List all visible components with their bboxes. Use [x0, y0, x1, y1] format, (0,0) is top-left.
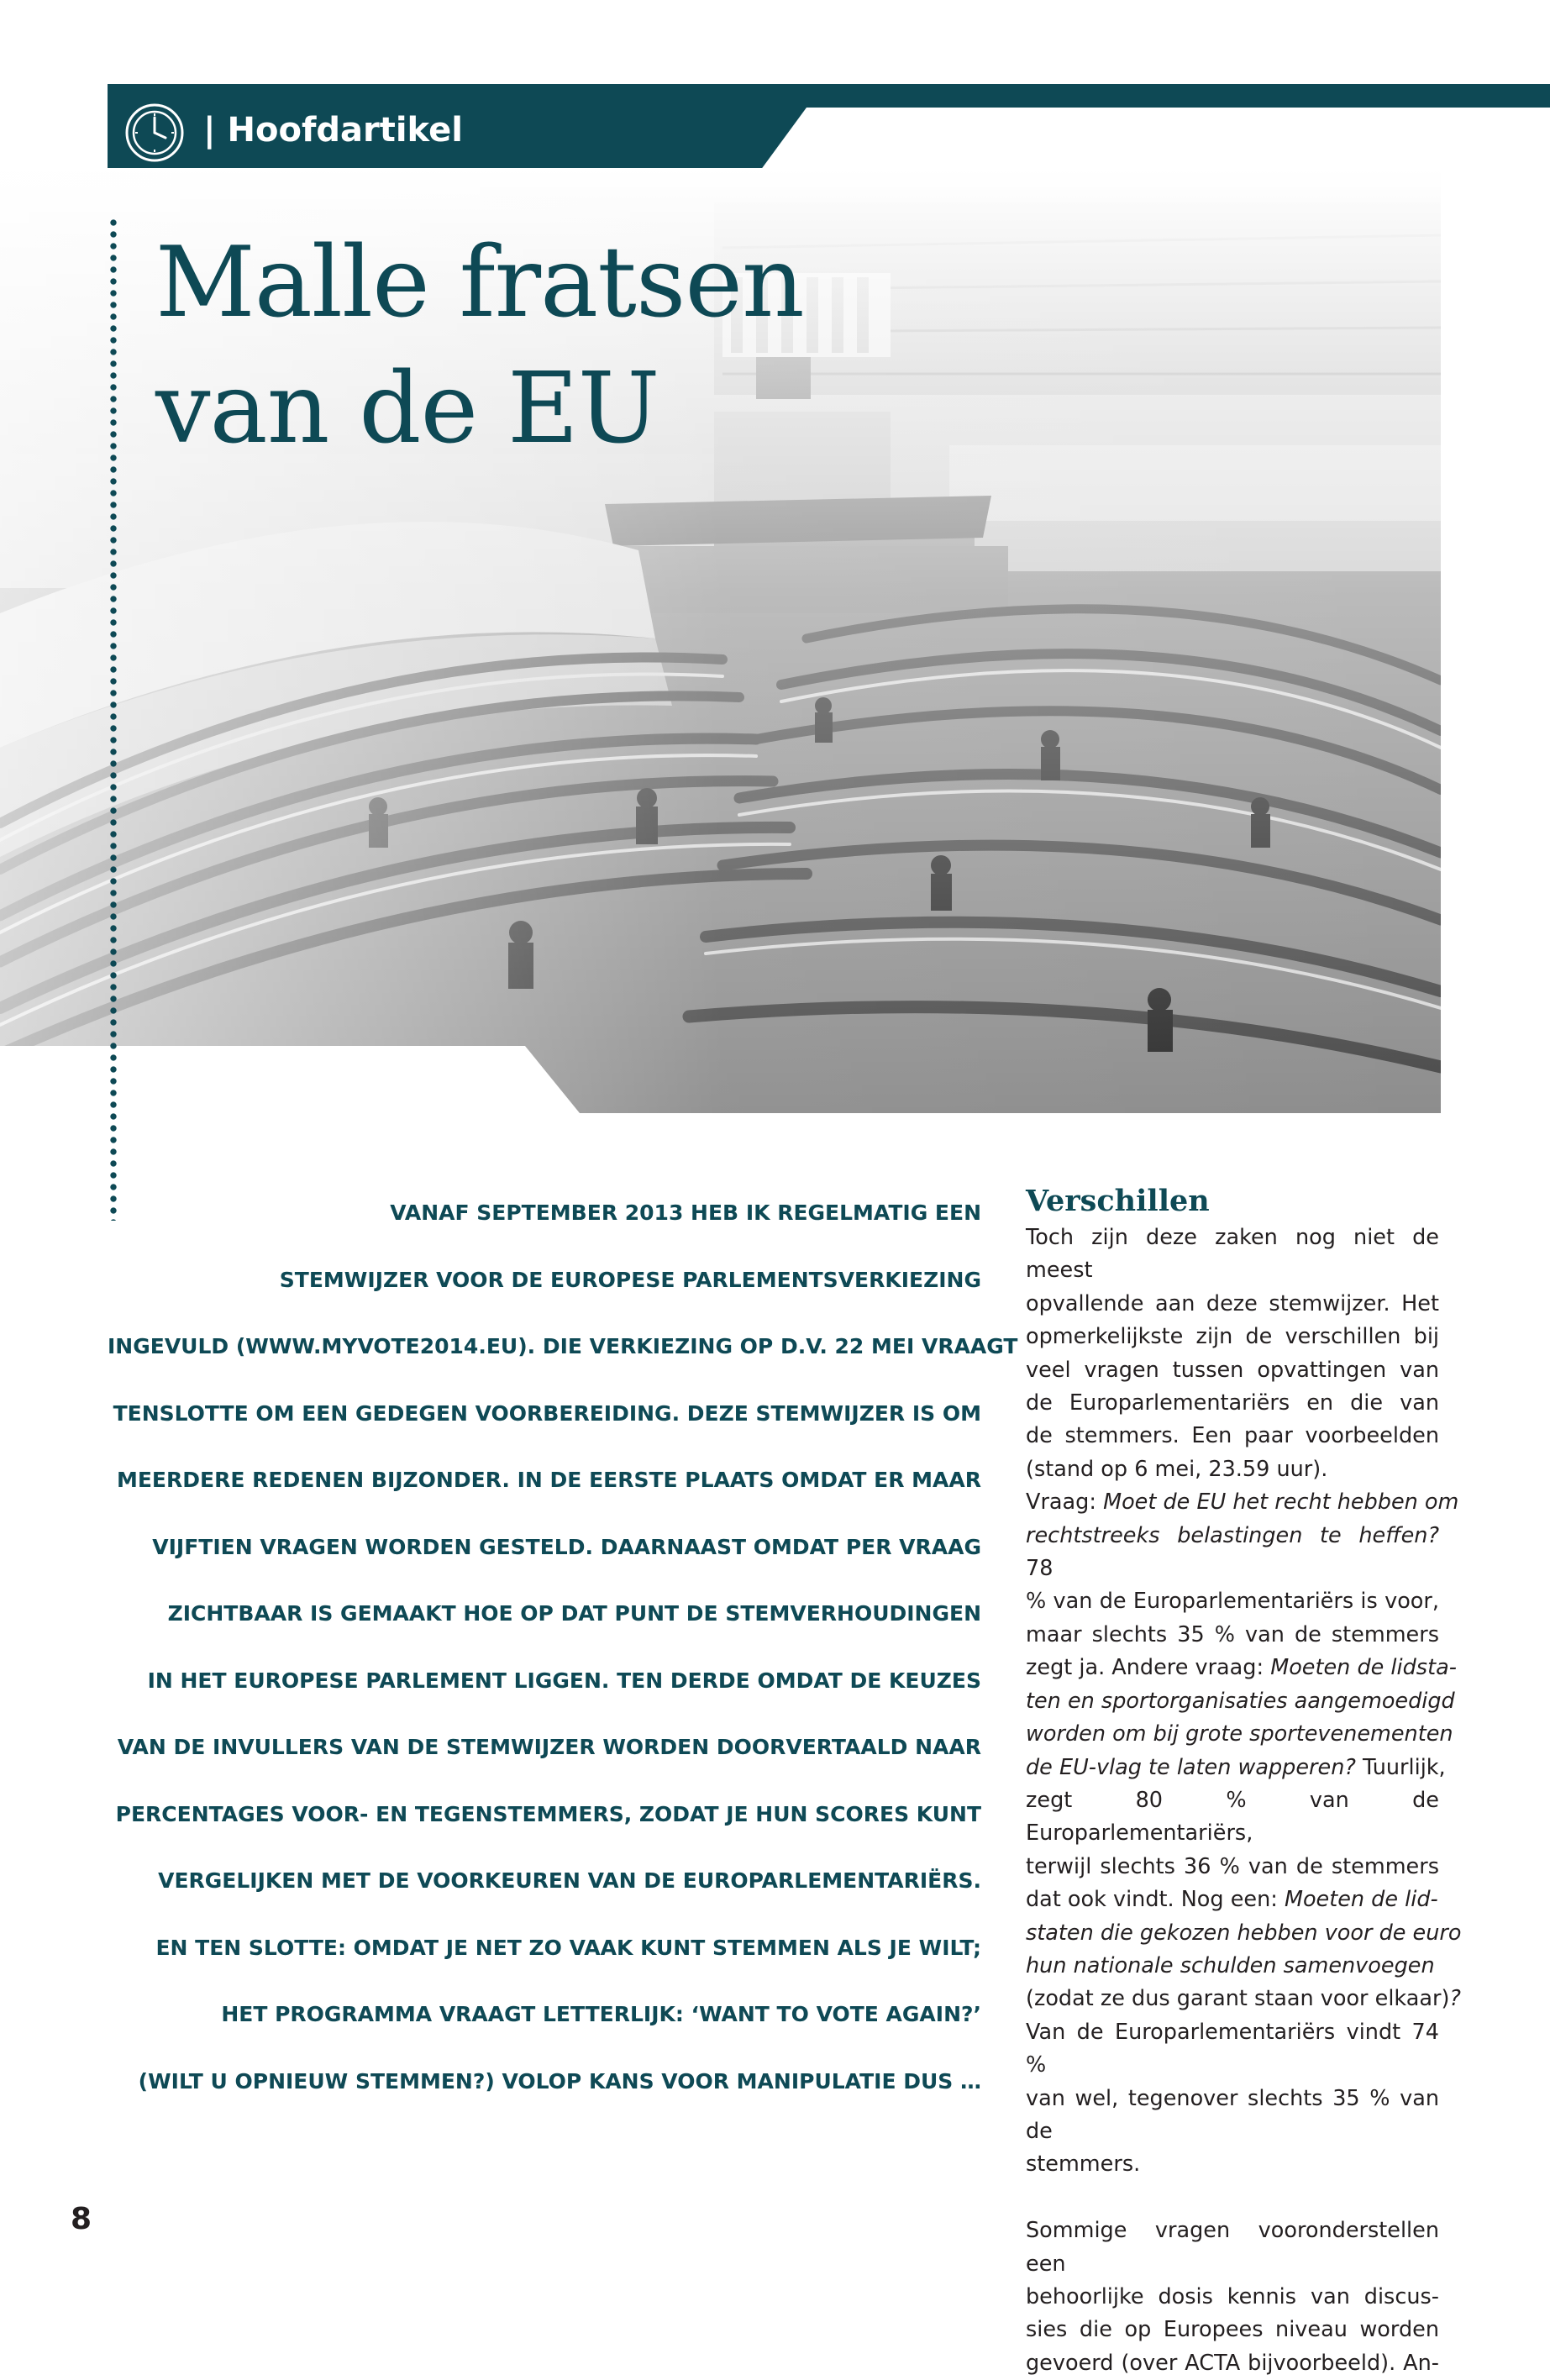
- body-text: (zodat ze dus garant staan voor elkaar): [1026, 1986, 1450, 2012]
- body-line: gevoerd (over ACTA bijvoorbeeld). An-: [1026, 2350, 1439, 2376]
- intro-line: VANAF SEPTEMBER 2013 HEB IK REGELMATIG EEN: [390, 1201, 981, 1225]
- intro-line: PERCENTAGES VOOR- EN TEGENSTEMMERS, ZODAT JE HUN SCORES KUNT: [115, 1801, 981, 1826]
- body-line: de Europarlementariërs en die van: [1026, 1390, 1439, 1416]
- body-line: Toch zijn deze zaken nog niet de meest: [1026, 1225, 1439, 1284]
- body-text: Tuurlijk,: [1355, 1754, 1446, 1780]
- body-line: terwijl slechts 36 % van de stemmers: [1026, 1853, 1439, 1879]
- body-line: [1026, 1917, 1462, 1950]
- body-line: maar slechts 35 % van de stemmers: [1026, 1621, 1439, 1647]
- question-text: worden om bij grote sportevenementen: [1026, 1721, 1453, 1747]
- body-line: % van de Europarlementariërs is voor,: [1026, 1589, 1439, 1615]
- question-text: rechtstreeks belastingen te heffen?: [1026, 1522, 1439, 1548]
- intro-line: TENSLOTTE OM EEN GEDEGEN VOORBEREIDING. DEZE STEMWIJZER IS OM: [113, 1400, 981, 1426]
- question-text: hun nationale schulden samenvoegen: [1026, 1952, 1435, 1978]
- body-line: behoorlijke dosis kennis van discus-: [1026, 2283, 1439, 2309]
- question-text: ten en sportorganisaties aangemoedigd: [1026, 1688, 1455, 1714]
- body-line: stemmers.: [1026, 2151, 1141, 2178]
- body-text: zegt ja. Andere vraag:: [1026, 1655, 1271, 1681]
- title-line-2: van de EU: [155, 352, 659, 465]
- body-line: Sommige vragen vooronderstellen een: [1026, 2218, 1439, 2277]
- body-line: [1026, 1718, 1453, 1751]
- intro-line: VERGELIJKEN MET DE VOORKEUREN VAN DE EUROPARLEMENTARIËRS.: [158, 1868, 981, 1893]
- intro-line: IN HET EUROPESE PARLEMENT LIGGEN. TEN DERDE OMDAT DE KEUZES: [147, 1668, 981, 1693]
- body-line: de stemmers. Een paar voorbeelden: [1026, 1423, 1439, 1449]
- section-heading: Verschillen: [1026, 1184, 1210, 1218]
- body-line: sies die op Europees niveau worden: [1026, 2317, 1439, 2343]
- body-line: [1026, 1752, 1446, 1784]
- body-text: dat ook vindt. Nog een:: [1026, 1887, 1285, 1913]
- body-line: [1026, 1520, 1439, 1586]
- question-label: Vraag:: [1026, 1489, 1104, 1516]
- question-text: Moeten de lid-: [1284, 1887, 1438, 1913]
- body-line: [1026, 1884, 1439, 1916]
- intro-line: VIJFTIEN VRAGEN WORDEN GESTELD. DAARNAAST OMDAT PER VRAAG: [152, 1534, 981, 1559]
- question-text: Moeten de lidsta-: [1270, 1655, 1457, 1681]
- body-line: van wel, tegenover slechts 35 % van de: [1026, 2085, 1439, 2144]
- article-title: [155, 220, 804, 472]
- body-line: zegt 80 % van de Europarlementariërs,: [1026, 1787, 1439, 1847]
- intro-line: STEMWIJZER VOOR DE EUROPESE PARLEMENTSVERKIEZING: [279, 1267, 981, 1292]
- question-text: staten die gekozen hebben voor de euro: [1026, 1920, 1462, 1946]
- header-notch: [760, 108, 1550, 171]
- intro-paragraph: [108, 1179, 1018, 2115]
- clock-icon: [124, 102, 185, 163]
- dotted-rule: [110, 217, 117, 1221]
- body-line: [1026, 1950, 1439, 1983]
- page-number: 8: [71, 2202, 92, 2236]
- body-line: [1026, 1983, 1461, 2015]
- intro-line: (WILT U OPNIEUW STEMMEN?) VOLOP KANS VOOR MANIPULATIE DUS …: [138, 2068, 981, 2094]
- section-label: | Hoofdartikel: [203, 111, 463, 150]
- paragraph-gap: [1026, 2182, 1439, 2215]
- body-text: 78: [1026, 1556, 1053, 1582]
- intro-line: VAN DE INVULLERS VAN DE STEMWIJZER WORDEN DOORVERTAALD NAAR: [117, 1735, 981, 1759]
- intro-line: HET PROGRAMMA VRAAGT LETTERLIJK: ‘WANT TO VOTE AGAIN?’: [221, 2002, 981, 2026]
- body-line: [1026, 1652, 1457, 1684]
- intro-line: MEERDERE REDENEN BIJZONDER. IN DE EERSTE PLAATS OMDAT ER MAAR: [116, 1468, 981, 1492]
- article-column: [1026, 1180, 1462, 2380]
- body-line: [1026, 1685, 1455, 1718]
- intro-line: EN TEN SLOTTE: OMDAT JE NET ZO VAAK KUNT STEMMEN ALS JE WILT;: [155, 1935, 981, 1960]
- body-line: (stand op 6 mei, 23.59 uur).: [1026, 1456, 1328, 1482]
- question-mark: ?: [1449, 1986, 1461, 2012]
- body-line: Van de Europarlementariërs vindt 74 %: [1026, 2019, 1439, 2078]
- body-line: opvallende aan deze stemwijzer. Het: [1026, 1290, 1439, 1316]
- body-line: [1026, 1486, 1459, 1519]
- body-line: veel vragen tussen opvattingen van: [1026, 1357, 1439, 1383]
- body-line: opmerkelijkste zijn de verschillen bij: [1026, 1324, 1439, 1350]
- intro-line: ZICHTBAAR IS GEMAAKT HOE OP DAT PUNT DE STEMVERHOUDINGEN: [167, 1601, 981, 1626]
- question-text: de EU-vlag te laten wapperen?: [1026, 1754, 1356, 1780]
- intro-line: INGEVULD (WWW.MYVOTE2014.EU). DIE VERKIEZING OP D.V. 22 MEI VRAAGT: [108, 1334, 1018, 1358]
- question-text: Moet de EU het recht hebben om: [1103, 1489, 1459, 1516]
- title-line-1: Malle fratsen: [155, 226, 804, 339]
